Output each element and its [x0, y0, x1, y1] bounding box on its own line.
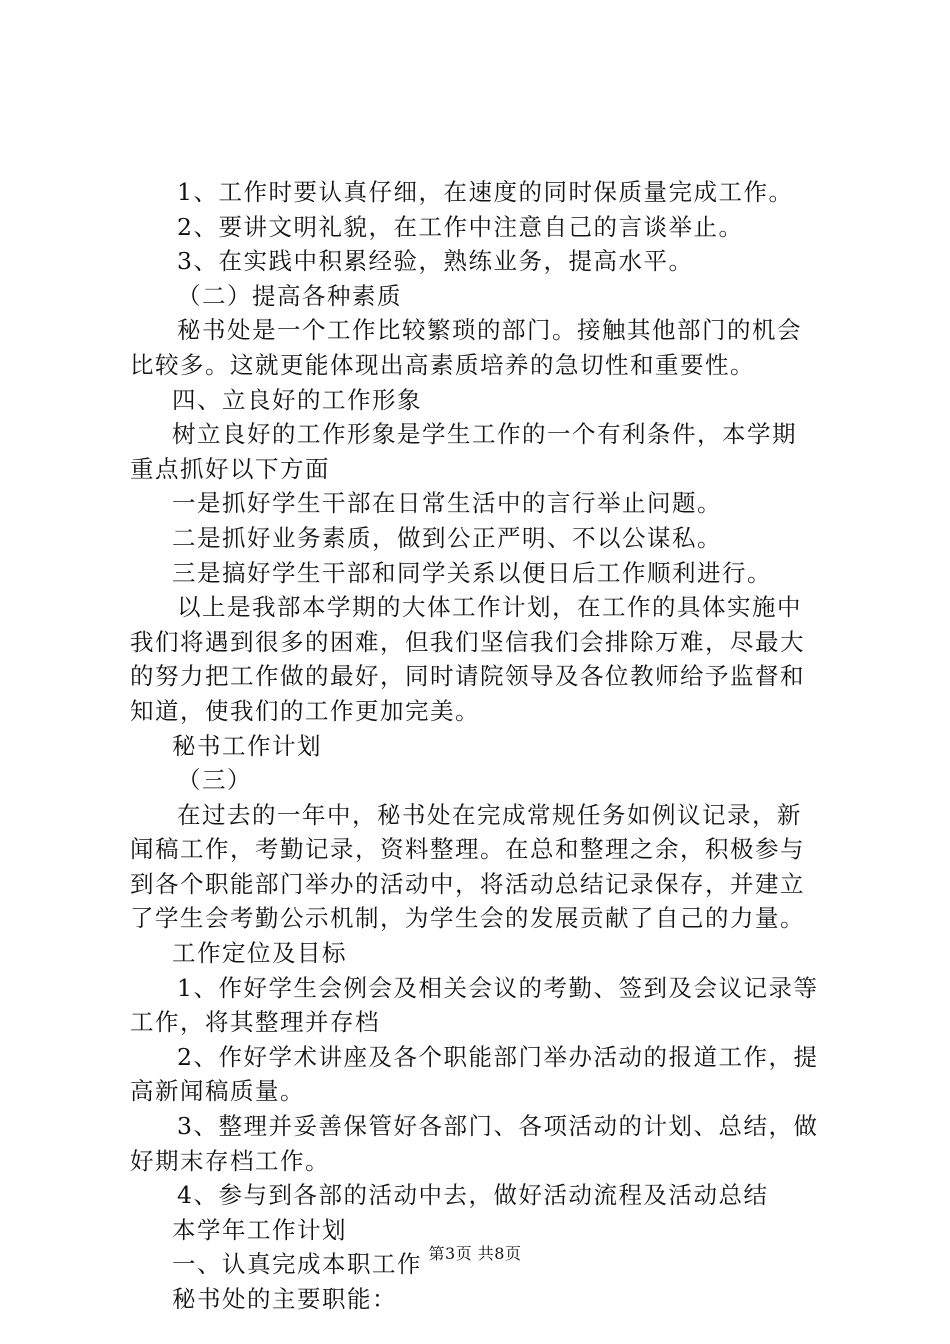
text-line: 3、在实践中积累经验，熟练业务，提高水平。: [177, 247, 694, 276]
text-line: 重点抓好以下方面: [130, 454, 330, 483]
text-line: 3、整理并妥善保管好各部门、各项活动的计划、总结，做: [177, 1112, 819, 1141]
section-heading: 四、立良好的工作形象: [172, 385, 422, 414]
text-line: 二是抓好业务素质，做到公正严明、不以公谋私。: [172, 523, 722, 552]
text-line: 1、工作时要认真仔细，在速度的同时保质量完成工作。: [177, 178, 794, 206]
text-line: 知道，使我们的工作更加完美。: [130, 696, 480, 725]
text-line: 树立良好的工作形象是学生工作的一个有利条件，本学期: [172, 420, 797, 449]
text-line: 好期末存档工作。: [130, 1146, 330, 1175]
text-line: 4、参与到各部的活动中去，做好活动流程及活动总结: [177, 1181, 769, 1210]
section-heading: （三）: [177, 766, 252, 795]
page-number-footer: 第3页 共8页: [428, 1244, 522, 1263]
text-line: 了学生会考勤公示机制，为学生会的发展贡献了自己的力量。: [130, 904, 805, 933]
text-line: 一是抓好学生干部在日常生活中的言行举止问题。: [172, 489, 722, 518]
document-body: [130, 175, 830, 1317]
text-line: 的努力把工作做的最好，同时请院领导及各位教师给予监督和: [130, 662, 805, 691]
section-heading: （二）提高各种素质: [177, 281, 402, 310]
text-line: 工作，将其整理并存档: [130, 1008, 380, 1037]
text-line: 2、作好学术讲座及各个职能部门举办活动的报道工作，提: [177, 1042, 819, 1071]
text-line: 秘书处是一个工作比较繁琐的部门。接触其他部门的机会: [177, 316, 802, 345]
text-line: 到各个职能部门举办的活动中，将活动总结记录保存，并建立: [130, 869, 805, 898]
section-heading: 一、认真完成本职工作: [172, 1250, 422, 1279]
section-heading: 秘书工作计划: [172, 731, 322, 760]
text-line: 2、要讲文明礼貌，在工作中注意自己的言谈举止。: [177, 212, 744, 241]
text-line: 高新闻稿质量。: [130, 1077, 305, 1106]
section-heading: 本学年工作计划: [172, 1215, 347, 1244]
section-heading: 工作定位及目标: [172, 939, 347, 968]
text-line: 我们将遇到很多的困难，但我们坚信我们会排除万难，尽最大: [130, 627, 805, 656]
text-line: 秘书处的主要职能：: [172, 1285, 397, 1313]
text-line: 比较多。这就更能体现出高素质培养的急切性和重要性。: [130, 350, 755, 379]
text-line: 闻稿工作，考勤记录，资料整理。在总和整理之余，积极参与: [130, 835, 805, 864]
text-line: 1、作好学生会例会及相关会议的考勤、签到及会议记录等: [177, 973, 819, 1002]
text-line: 三是搞好学生干部和同学关系以便日后工作顺利进行。: [172, 558, 772, 587]
text-line: 以上是我部本学期的大体工作计划，在工作的具体实施中: [177, 593, 802, 622]
text-line: 在过去的一年中，秘书处在完成常规任务如例议记录，新: [177, 800, 802, 829]
